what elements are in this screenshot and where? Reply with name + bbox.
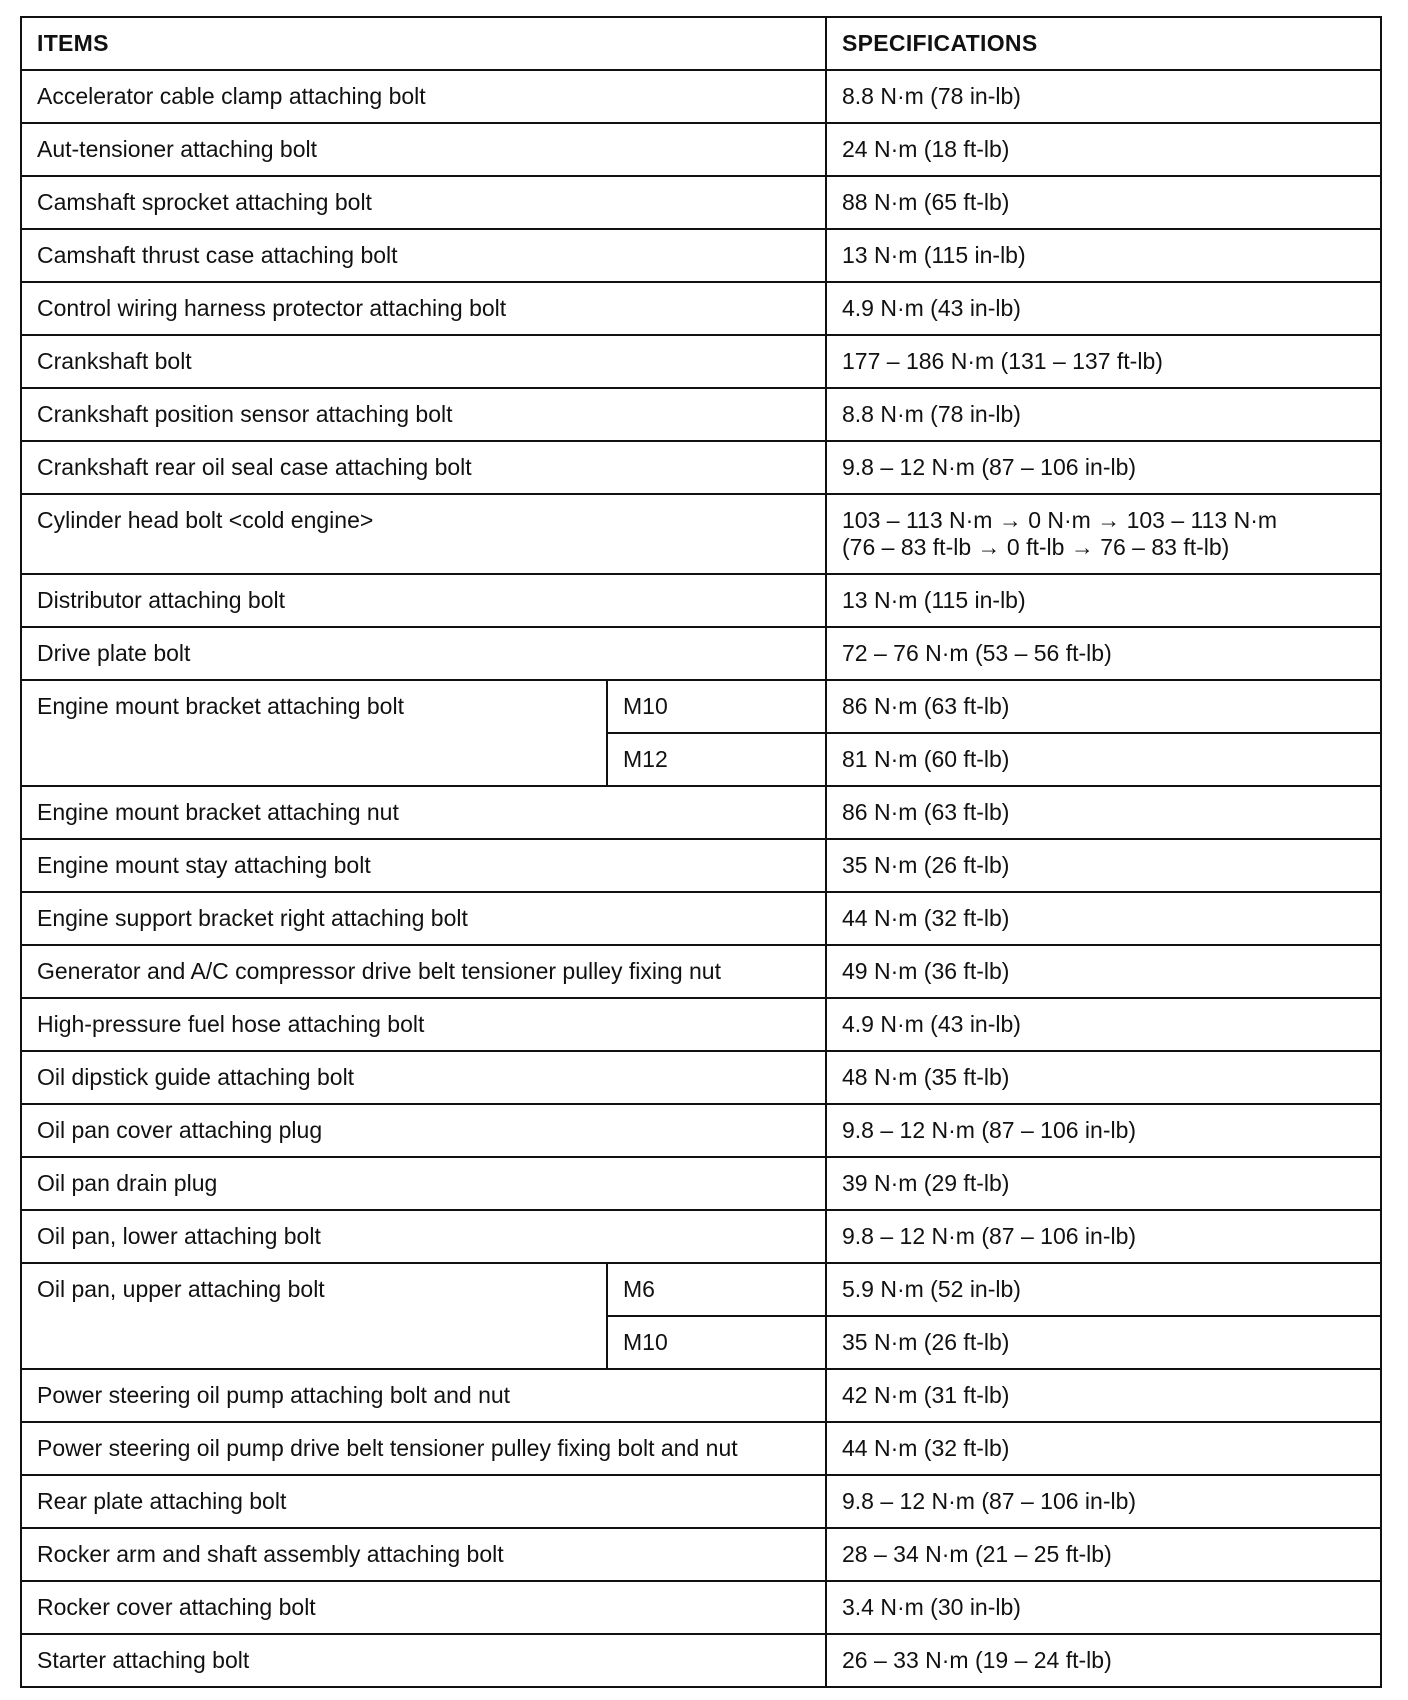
table-row [21, 1581, 1381, 1634]
bolt-size-cell: M6 [607, 1263, 826, 1316]
table-row [21, 839, 1381, 892]
table-row [21, 945, 1381, 998]
item-cell: Rear plate attaching bolt [21, 1475, 826, 1528]
table-row [21, 786, 1381, 839]
table-row [21, 574, 1381, 627]
spec-cell: 4.9 N·m (43 in-lb) [826, 998, 1381, 1051]
item-cell: Camshaft thrust case attaching bolt [21, 229, 826, 282]
spec-cell: 39 N·m (29 ft-lb) [826, 1157, 1381, 1210]
item-cell: Engine mount bracket attaching bolt [21, 680, 607, 786]
spec-cell: 9.8 – 12 N·m (87 – 106 in-lb) [826, 1210, 1381, 1263]
table-row [21, 1369, 1381, 1422]
item-cell: Aut-tensioner attaching bolt [21, 123, 826, 176]
table-row [21, 680, 1381, 733]
spec-cell: 13 N·m (115 in-lb) [826, 574, 1381, 627]
spec-cell: 8.8 N·m (78 in-lb) [826, 70, 1381, 123]
spec-cell: 86 N·m (63 ft-lb) [826, 680, 1381, 733]
item-cell: Distributor attaching bolt [21, 574, 826, 627]
table-header-row [21, 17, 1381, 70]
table-body [21, 70, 1381, 1687]
item-cell: Power steering oil pump drive belt tensioner pulley fixing bolt and nut [21, 1422, 826, 1475]
spec-cell: 177 – 186 N·m (131 – 137 ft-lb) [826, 335, 1381, 388]
spec-cell: 81 N·m (60 ft-lb) [826, 733, 1381, 786]
table-row [21, 1528, 1381, 1581]
spec-cell: 3.4 N·m (30 in-lb) [826, 1581, 1381, 1634]
bolt-size-cell: M10 [607, 680, 826, 733]
item-cell: Engine support bracket right attaching bolt [21, 892, 826, 945]
item-cell: Oil dipstick guide attaching bolt [21, 1051, 826, 1104]
item-cell: High-pressure fuel hose attaching bolt [21, 998, 826, 1051]
table-row [21, 441, 1381, 494]
spec-cell: 28 – 34 N·m (21 – 25 ft-lb) [826, 1528, 1381, 1581]
spec-cell: 24 N·m (18 ft-lb) [826, 123, 1381, 176]
item-cell: Control wiring harness protector attaching bolt [21, 282, 826, 335]
item-cell: Engine mount stay attaching bolt [21, 839, 826, 892]
item-cell: Generator and A/C compressor drive belt tensioner pulley fixing nut [21, 945, 826, 998]
table-row [21, 229, 1381, 282]
table-row [21, 1104, 1381, 1157]
spec-cell: 42 N·m (31 ft-lb) [826, 1369, 1381, 1422]
header-specifications: SPECIFICATIONS [826, 17, 1381, 70]
spec-cell: 49 N·m (36 ft-lb) [826, 945, 1381, 998]
item-cell: Crankshaft position sensor attaching bolt [21, 388, 826, 441]
table-row [21, 176, 1381, 229]
item-cell: Rocker arm and shaft assembly attaching bolt [21, 1528, 826, 1581]
spec-cell: 4.9 N·m (43 in-lb) [826, 282, 1381, 335]
torque-spec-table [20, 16, 1382, 1688]
table-row [21, 1210, 1381, 1263]
table-row [21, 1051, 1381, 1104]
spec-cell: 13 N·m (115 in-lb) [826, 229, 1381, 282]
item-cell: Camshaft sprocket attaching bolt [21, 176, 826, 229]
spec-cell: 9.8 – 12 N·m (87 – 106 in-lb) [826, 1475, 1381, 1528]
spec-cell: 26 – 33 N·m (19 – 24 ft-lb) [826, 1634, 1381, 1687]
table-row [21, 335, 1381, 388]
table-row [21, 1263, 1381, 1316]
spec-line-2: (76 – 83 ft-lb → 0 ft-lb → 76 – 83 ft-lb) [842, 534, 1230, 560]
spec-cell: 9.8 – 12 N·m (87 – 106 in-lb) [826, 441, 1381, 494]
item-cell: Drive plate bolt [21, 627, 826, 680]
spec-cell: 72 – 76 N·m (53 – 56 ft-lb) [826, 627, 1381, 680]
spec-cell: 5.9 N·m (52 in-lb) [826, 1263, 1381, 1316]
spec-cell: 9.8 – 12 N·m (87 – 106 in-lb) [826, 1104, 1381, 1157]
spec-cell: 8.8 N·m (78 in-lb) [826, 388, 1381, 441]
table-row [21, 627, 1381, 680]
spec-cell: 86 N·m (63 ft-lb) [826, 786, 1381, 839]
table-row [21, 1157, 1381, 1210]
item-cell: Oil pan cover attaching plug [21, 1104, 826, 1157]
item-cell: Accelerator cable clamp attaching bolt [21, 70, 826, 123]
table-row [21, 282, 1381, 335]
table-row [21, 123, 1381, 176]
table-row [21, 998, 1381, 1051]
spec-cell: 88 N·m (65 ft-lb) [826, 176, 1381, 229]
header-items: ITEMS [21, 17, 826, 70]
item-cell: Starter attaching bolt [21, 1634, 826, 1687]
spec-cell: 35 N·m (26 ft-lb) [826, 1316, 1381, 1369]
item-cell: Cylinder head bolt <cold engine> [21, 494, 826, 574]
spec-cell [826, 494, 1381, 574]
table-row [21, 1422, 1381, 1475]
item-cell: Oil pan drain plug [21, 1157, 826, 1210]
table-row [21, 1475, 1381, 1528]
item-cell: Crankshaft rear oil seal case attaching bolt [21, 441, 826, 494]
table-row [21, 494, 1381, 574]
spec-cell: 48 N·m (35 ft-lb) [826, 1051, 1381, 1104]
item-cell: Oil pan, upper attaching bolt [21, 1263, 607, 1369]
table-row [21, 892, 1381, 945]
spec-line-1: 103 – 113 N·m → 0 N·m → 103 – 113 N·m [842, 507, 1278, 533]
item-cell: Crankshaft bolt [21, 335, 826, 388]
table-row [21, 1634, 1381, 1687]
item-cell: Engine mount bracket attaching nut [21, 786, 826, 839]
spec-cell: 44 N·m (32 ft-lb) [826, 1422, 1381, 1475]
table-row [21, 70, 1381, 123]
spec-cell: 35 N·m (26 ft-lb) [826, 839, 1381, 892]
item-cell: Rocker cover attaching bolt [21, 1581, 826, 1634]
table-row [21, 388, 1381, 441]
item-cell: Power steering oil pump attaching bolt and nut [21, 1369, 826, 1422]
bolt-size-cell: M10 [607, 1316, 826, 1369]
bolt-size-cell: M12 [607, 733, 826, 786]
spec-cell: 44 N·m (32 ft-lb) [826, 892, 1381, 945]
item-cell: Oil pan, lower attaching bolt [21, 1210, 826, 1263]
